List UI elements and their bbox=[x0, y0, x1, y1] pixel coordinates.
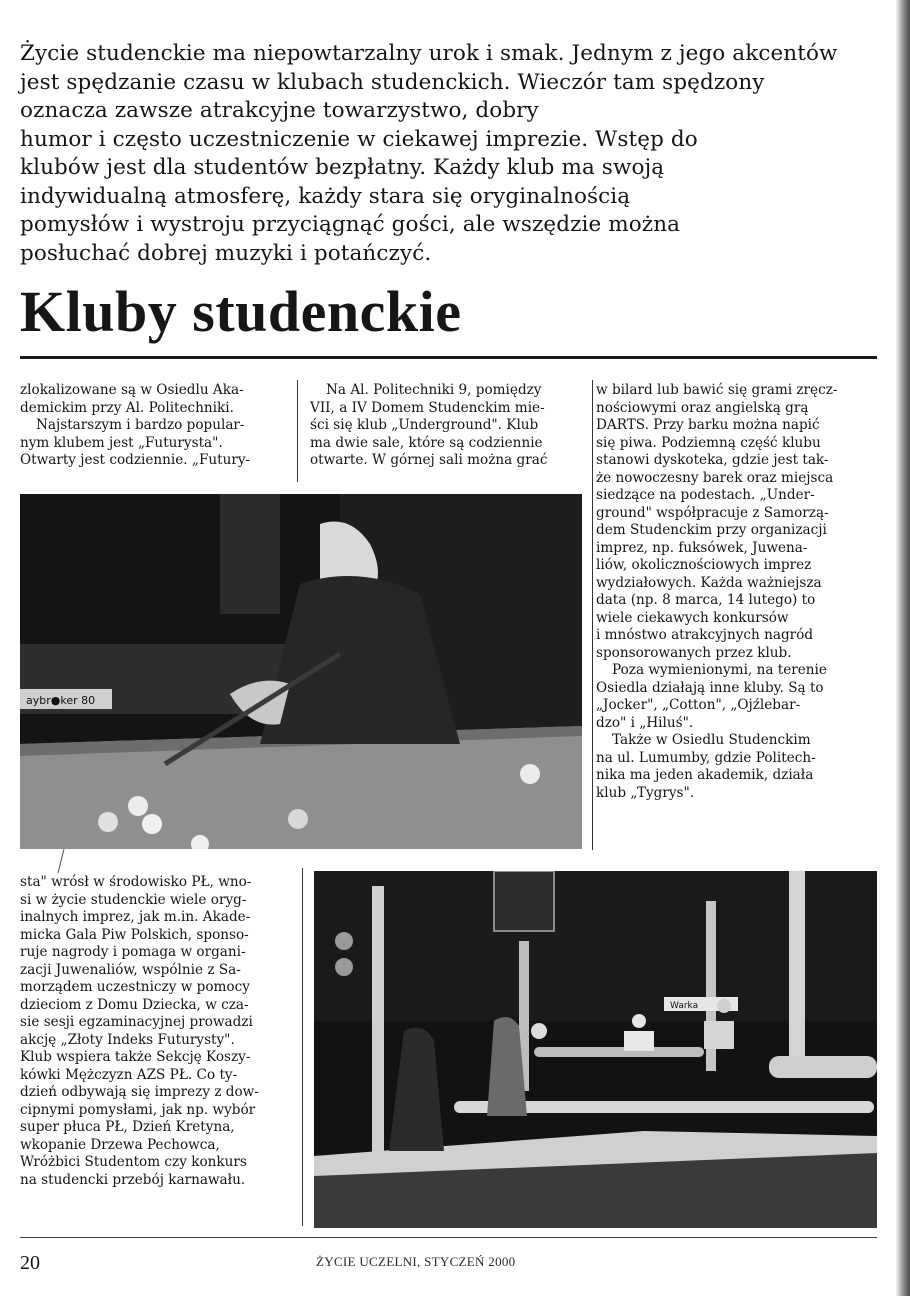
intro-line: Życie studenckie ma niepowtarzalny urok i smak. Jednym z jego akcentów bbox=[20, 41, 838, 66]
publication-footer: ŻYCIE UCZELNI, STYCZEŃ 2000 bbox=[316, 1254, 516, 1269]
intro-line: humor i często uczestniczenie w ciekawej imprezie. Wstęp do bbox=[20, 126, 698, 152]
column-line: w bilard lub bawić się grami zręcz- bbox=[596, 382, 838, 398]
column-line: cipnymi pomysłami, jak np. wybór bbox=[20, 1101, 256, 1118]
pen-mark bbox=[56, 848, 66, 874]
column-line: wydziałowych. Każda ważniejsza bbox=[596, 574, 822, 591]
column-line: akcję „Złoty Indeks Futurysty". bbox=[20, 1031, 235, 1048]
column-line: Najstarszym i bardzo popular- bbox=[36, 417, 245, 433]
column-line: demickim przy Al. Politechniki. bbox=[20, 399, 234, 416]
column-line: dem Studenckim przy organizacji bbox=[596, 522, 827, 538]
intro-line: posłuchać dobrej muzyki i potańczyć. bbox=[20, 240, 432, 266]
column-line: dzieciom z Domu Dziecka, w cza- bbox=[20, 996, 249, 1013]
column-line: nika ma jeden akademik, działa bbox=[596, 767, 814, 783]
column-line: si w życie studenckie wiele oryg- bbox=[20, 891, 247, 908]
column-line: wiele ciekawych konkursów bbox=[596, 609, 789, 626]
column-line: Także w Osiedlu Studenckim bbox=[612, 732, 811, 748]
column-line: sta" wrósł w środowisko PŁ, wno- bbox=[20, 874, 252, 890]
intro-line: klubów jest dla studentów bezpłatny. Każdy klub ma swoją bbox=[20, 155, 665, 180]
column-line: zacji Juwenaliów, wspólnie z Sa- bbox=[20, 961, 241, 978]
column-line: kówki Mężczyzn AZS PŁ. Co ty- bbox=[20, 1066, 238, 1083]
column-line: ści się klub „Underground". Klub bbox=[310, 417, 539, 433]
column-1-continued bbox=[20, 874, 295, 1189]
billiards-sign-text: aybr●ker 80 bbox=[26, 694, 96, 707]
column-divider bbox=[302, 868, 303, 1226]
column-line: na ul. Lumumby, gdzie Politech- bbox=[596, 749, 816, 766]
column-line: liów, okolicznościowych imprez bbox=[596, 557, 812, 573]
column-line: dzo" i „Hiluś". bbox=[596, 714, 694, 731]
column-line: Osiedla działają inne kluby. Są to bbox=[596, 679, 824, 696]
scan-edge bbox=[896, 0, 910, 1296]
column-line: VII, a IV Domem Studenckim mie- bbox=[310, 399, 545, 416]
column-divider bbox=[592, 380, 593, 850]
column-line: „Jocker", „Cotton", „Ojźlebar- bbox=[596, 697, 801, 713]
column-line: i mnóstwo atrakcyjnych nagród bbox=[596, 627, 814, 643]
column-line: ruje nagrody i pomaga w organi- bbox=[20, 944, 246, 960]
intro-line: oznacza zawsze atrakcyjne towarzystwo, dobry bbox=[20, 98, 539, 123]
column-line: super płuca PŁ, Dzień Kretyna, bbox=[20, 1119, 235, 1135]
headline-rule bbox=[20, 356, 877, 359]
column-line: Wróżbici Studentom czy konkurs bbox=[20, 1154, 247, 1170]
footer-rule bbox=[20, 1237, 877, 1238]
column-line: imprez, np. fuksówek, Juwena- bbox=[596, 539, 808, 556]
column-line: nym klubem jest „Futurysta". bbox=[20, 434, 223, 451]
column-line: otwarte. W górnej sali można grać bbox=[310, 452, 548, 468]
column-divider bbox=[297, 380, 298, 482]
column-line: DARTS. Przy barku można napić bbox=[596, 417, 820, 433]
club-interior-photo bbox=[314, 871, 877, 1228]
column-line: Na Al. Politechniki 9, pomiędzy bbox=[326, 382, 542, 398]
intro-line: indywidualną atmosferę, każdy stara się oryginalnością bbox=[20, 183, 631, 209]
column-line: siedzące na podestach. „Under- bbox=[596, 487, 815, 503]
page-number: 20 bbox=[20, 1252, 40, 1274]
column-line: stanowi dyskoteka, gdzie jest tak- bbox=[596, 452, 829, 468]
article-headline: Kluby studenckie bbox=[20, 279, 462, 344]
column-2 bbox=[310, 382, 582, 470]
column-1 bbox=[20, 382, 286, 470]
column-line: się piwa. Podziemną część klubu bbox=[596, 434, 821, 451]
column-line: wkopanie Drzewa Pechowca, bbox=[20, 1136, 220, 1153]
intro-line: jest spędzanie czasu w klubach studenckich. Wieczór tam spędzony bbox=[20, 69, 765, 95]
column-line: morządem uczestniczy w pomocy bbox=[20, 979, 250, 995]
intro-line: pomysłów i wystroju przyciągnąć gości, ale wszędzie można bbox=[20, 212, 681, 237]
column-line: Klub wspiera także Sekcję Koszy- bbox=[20, 1049, 251, 1065]
bar-sign-text: Warka bbox=[670, 1001, 699, 1011]
column-line: Otwarty jest codziennie. „Futury- bbox=[20, 452, 251, 468]
column-line: ground" współpracuje z Samorzą- bbox=[596, 504, 829, 521]
column-line: klub „Tygrys". bbox=[596, 784, 695, 801]
column-line: sie sesji egzaminacyjnej prowadzi bbox=[20, 1014, 253, 1030]
column-line: inalnych imprez, jak m.in. Akade- bbox=[20, 909, 251, 925]
column-line: nościowymi oraz angielską grą bbox=[596, 399, 809, 416]
column-line: dzień odbywają się imprezy z dow- bbox=[20, 1084, 259, 1100]
column-line: micka Gala Piw Polskich, sponso- bbox=[20, 926, 249, 943]
column-line: zlokalizowane są w Osiedlu Aka- bbox=[20, 382, 244, 398]
column-line: że nowoczesny barek oraz miejsca bbox=[596, 469, 834, 486]
column-line: ma dwie sale, które są codziennie bbox=[310, 434, 543, 451]
column-line: data (np. 8 marca, 14 lutego) to bbox=[596, 592, 816, 608]
column-3 bbox=[596, 382, 878, 802]
column-line: Poza wymienionymi, na terenie bbox=[612, 662, 827, 678]
column-line: sponsorowanych przez klub. bbox=[596, 644, 792, 661]
column-line: na studencki przebój karnawału. bbox=[20, 1171, 246, 1188]
intro-paragraph bbox=[20, 40, 886, 268]
billiards-photo bbox=[20, 494, 582, 849]
